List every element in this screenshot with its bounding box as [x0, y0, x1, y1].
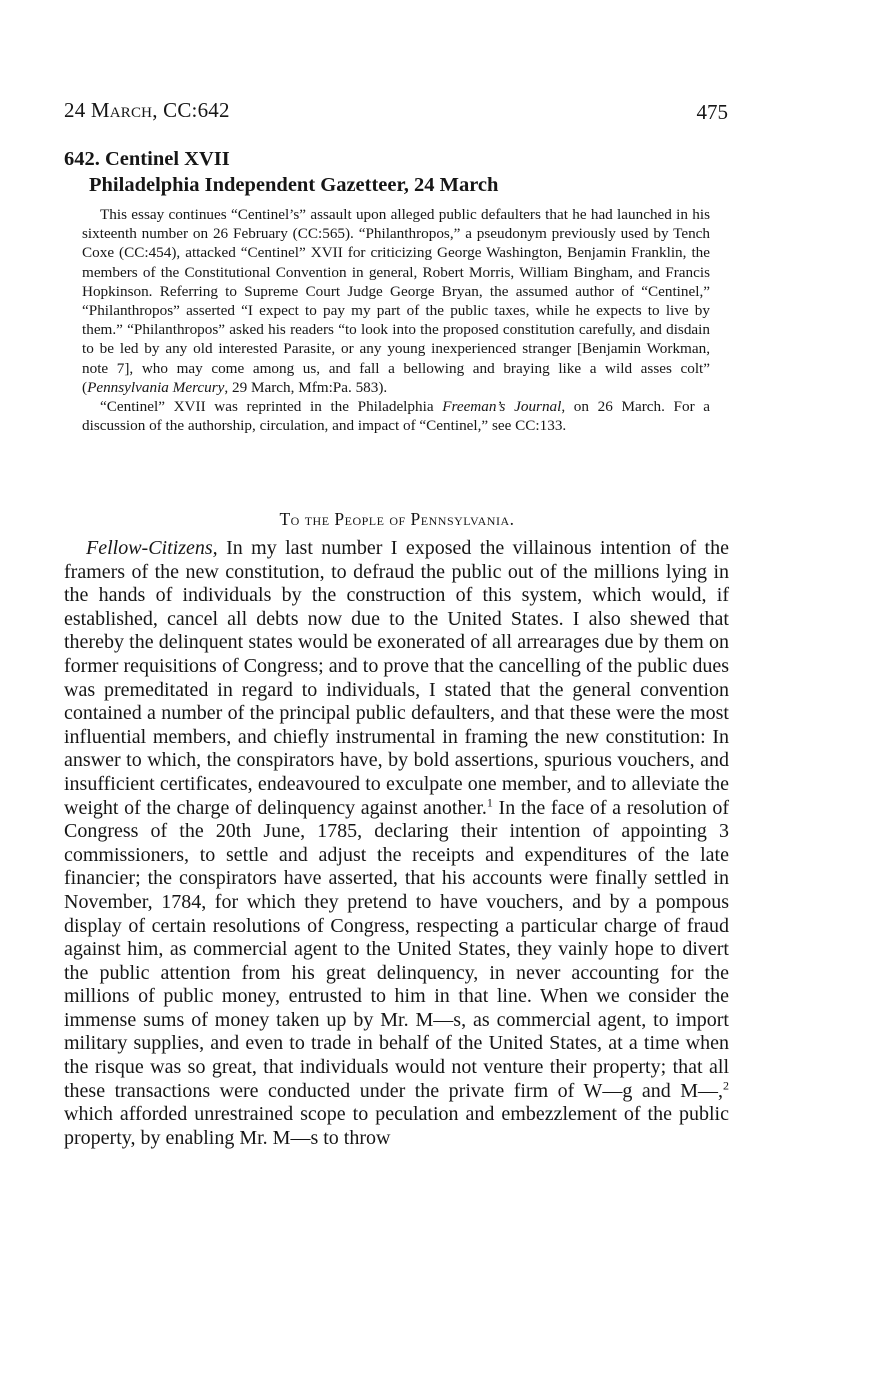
- footnote-ref: 2: [723, 1078, 729, 1092]
- headnote-text: This essay continues “Centinel’s” assault upon alleged public defaulters that he had launched in his sixteenth number on 26 February (CC:565). “Philanthropos,” a pseudonym previously used by Tench Coxe (CC:454), attacked “Centinel” XVII for criticizing George Washington, Benjamin Franklin, the members of the Constitutional Convention in general, Robert Morris, William Bingham, and Francis Hopkinson. Referring to Supreme Court Judge George Bryan, the assumed author of “Centinel,” “Philanthropos” asserted “I expect to pay my part of the public taxes, while he expects to live by them.” “Philanthropos” asked his readers “to look into the proposed constitution carefully, and disdain to be led by any old interested Parasite, or any young inexperienced stranger [Benjamin Workman, note 7], who may come among us, and fall a bellowing and braying like a wild asses colt” (: [82, 206, 710, 396]
- headnote-text: , on 26 March. For a discussion of the authorship, circulation, and impact of “Centinel,” see CC:133.: [82, 398, 711, 435]
- running-head-left: [64, 98, 230, 123]
- running-head-day: 24: [64, 98, 86, 122]
- running-head: [64, 94, 728, 130]
- essay-text: which afforded unrestrained scope to peculation and embezzlement of the public property, by enabling Mr. M—s to throw: [64, 1103, 729, 1149]
- essay-opening: Fellow-Citizens,: [86, 537, 218, 559]
- essay-text: In my last number I exposed the villainous intention of the framers of the new constitution, to defraud the public out of the millions lying in the hands of individuals by the construction of this system, which would, if established, cancel all debts now due to the United States. I also shewed that thereby the delinquent states would be exonerated of all arrearages due by them on former requisitions of Congress; and to prove that the cancelling of the public dues was premeditated in regard to individuals, I stated that the general convention contained a number of the principal public defaulters, and that these were the most influential members, and chiefly instrumental in framing the new constitution: In answer to which, the conspirators have, by bold assertions, spurious vouchers, and insufficient certificates, endeavoured to exculpate one member, and to alleviate the weight of the charge of delinquency against another.: [64, 537, 729, 819]
- headnote-text: , 29 March, Mfm:Pa. 583).: [224, 378, 388, 396]
- running-head-ref: , CC:642: [152, 98, 230, 122]
- document-title: 642. Centinel XVII: [64, 148, 230, 170]
- headnote-source-title: Pennsylvania Mercury: [87, 378, 225, 396]
- headnote-paragraph: [82, 205, 710, 397]
- document-heading: [64, 146, 744, 198]
- page-number: 475: [696, 100, 728, 124]
- headnote-text: “Centinel” XVII was reprinted in the Philadelphia: [100, 398, 443, 416]
- headnote-source-title: Freeman’s Journal: [442, 398, 562, 416]
- editorial-headnote: [82, 205, 710, 435]
- running-head-month: March: [90, 98, 153, 122]
- essay-body: [64, 537, 729, 1150]
- document-source: Philadelphia Independent Gazetteer, 24 March: [89, 174, 499, 196]
- footnote-ref: 1: [486, 794, 493, 809]
- salutation: To the People of Pennsylvania.: [279, 509, 515, 529]
- essay-paragraph: [64, 537, 729, 1150]
- headnote-paragraph: [82, 397, 710, 435]
- essay-text: In the face of a resolution of Congress of the 20th June, 1785, declaring their intention of appointing 3 commissioners, to settle and adjust the receipts and expenditures of the late financier; the conspirators have asserted, that his accounts were finally settled in November, 1784, for which they pretend to have vouchers, and by a pompous display of certain resolutions of Congress, respecting a particular charge of fraud against him, as commercial agent to the United States, they vainly hope to divert the public attention from his great delinquency, in never accounting for the millions of public money, entrusted to him in that line. When we consider the immense sums of money taken up by Mr. M—s, as commercial agent, to import military supplies, and even to trade in behalf of the United States, at a time when the risque was so great, that individuals would not venture their property; that all these transactions were conducted under the private firm of W—g and M—,: [64, 796, 729, 1102]
